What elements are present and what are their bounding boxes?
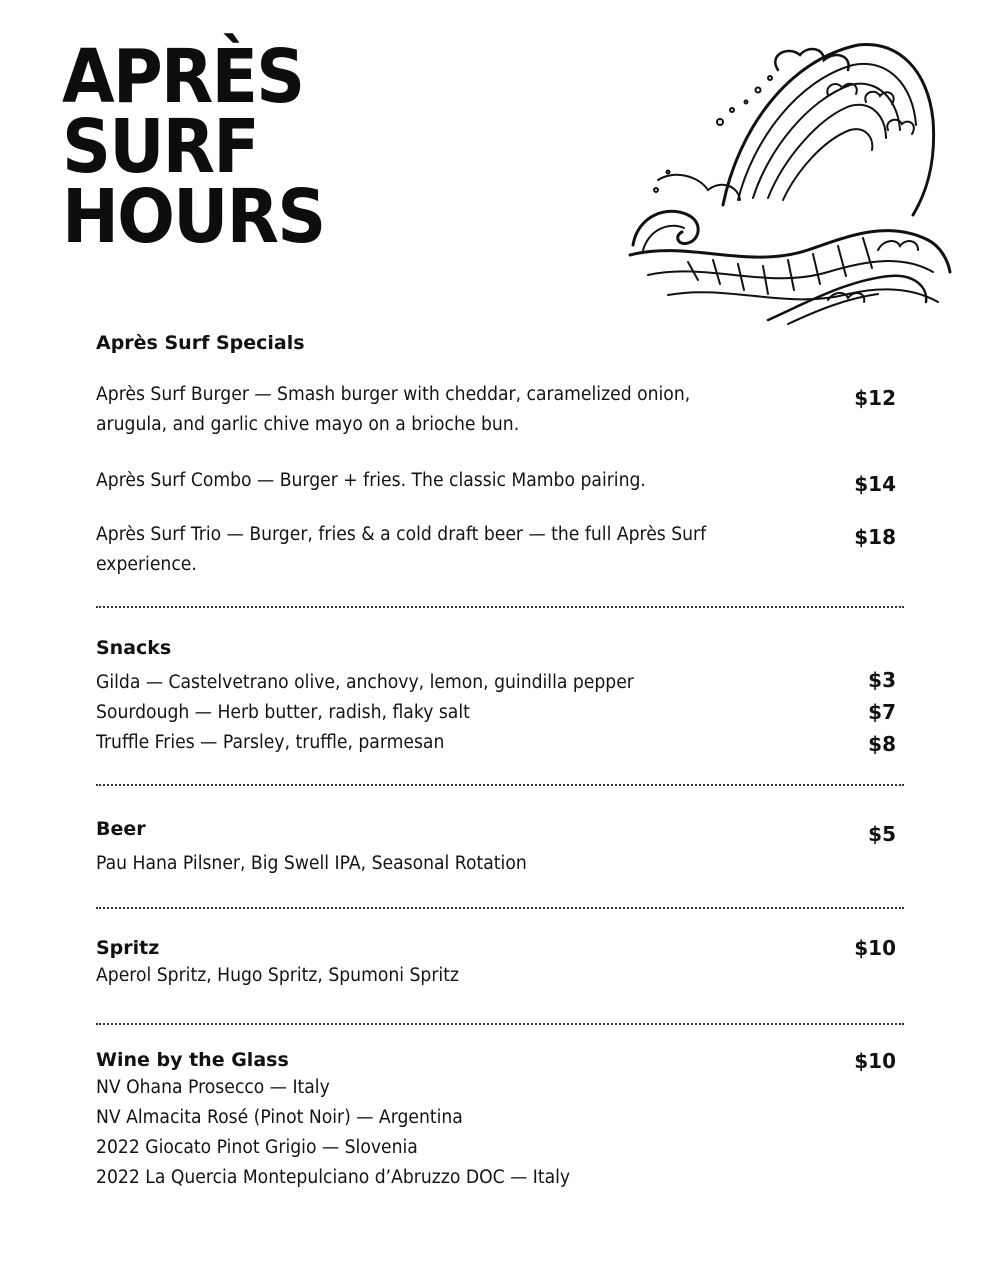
menu-item-description: Sourdough — Herb butter, radish, flaky salt — [96, 702, 470, 723]
menu-item-description: Truffle Fries — Parsley, truffle, parmesan — [96, 732, 445, 753]
menu-item-price: $8 — [868, 732, 896, 756]
section-heading-specials: Après Surf Specials — [96, 332, 305, 354]
menu-item-price: $7 — [868, 700, 896, 724]
section-heading-wine: Wine by the Glass — [96, 1049, 289, 1071]
wine-list-item: NV Almacita Rosé (Pinot Noir) — Argentina — [96, 1107, 463, 1128]
menu-item-price: $18 — [854, 525, 896, 549]
menu-item-price: $3 — [868, 668, 896, 692]
section-heading-snacks: Snacks — [96, 637, 172, 659]
wine-list-item: NV Ohana Prosecco — Italy — [96, 1077, 330, 1098]
wine-list-item: 2022 Giocato Pinot Grigio — Slovenia — [96, 1137, 418, 1158]
section-divider — [96, 1023, 904, 1025]
menu-item-description: Après Surf Trio — Burger, fries & a cold draft beer — the full Après Surf experience. — [96, 524, 707, 575]
menu-item-price: $12 — [854, 386, 896, 410]
section-heading-spritz: Spritz — [96, 937, 160, 959]
menu-item-description: Pau Hana Pilsner, Big Swell IPA, Seasonal Rotation — [96, 853, 527, 874]
title-line-3: HOURS — [62, 174, 325, 260]
section-divider — [96, 784, 904, 786]
section-price-spritz: $10 — [854, 936, 896, 960]
section-divider — [96, 907, 904, 909]
menu-item-description: Après Surf Burger — Smash burger with cheddar, caramelized onion, arugula, and garlic chive mayo on a brioche bun. — [96, 384, 691, 435]
page-title — [62, 34, 338, 260]
section-price-wine: $10 — [854, 1049, 896, 1073]
section-price-beer: $5 — [868, 822, 896, 846]
wine-list-item: 2022 La Quercia Montepulciano d’Abruzzo DOC — Italy — [96, 1167, 571, 1188]
menu-item-description: Aperol Spritz, Hugo Spritz, Spumoni Spritz — [96, 965, 459, 986]
menu-item-description: Après Surf Combo — Burger + fries. The classic Mambo pairing. — [96, 470, 646, 491]
section-heading-beer: Beer — [96, 818, 146, 840]
menu-item-price: $14 — [854, 472, 896, 496]
menu-item-description: Gilda — Castelvetrano olive, anchovy, lemon, guindilla pepper — [96, 672, 634, 693]
section-divider — [96, 606, 904, 608]
title-line-2: SURF — [62, 104, 258, 190]
title-line-1: APRÈS — [62, 34, 304, 120]
ocean-wave-icon — [628, 40, 953, 325]
